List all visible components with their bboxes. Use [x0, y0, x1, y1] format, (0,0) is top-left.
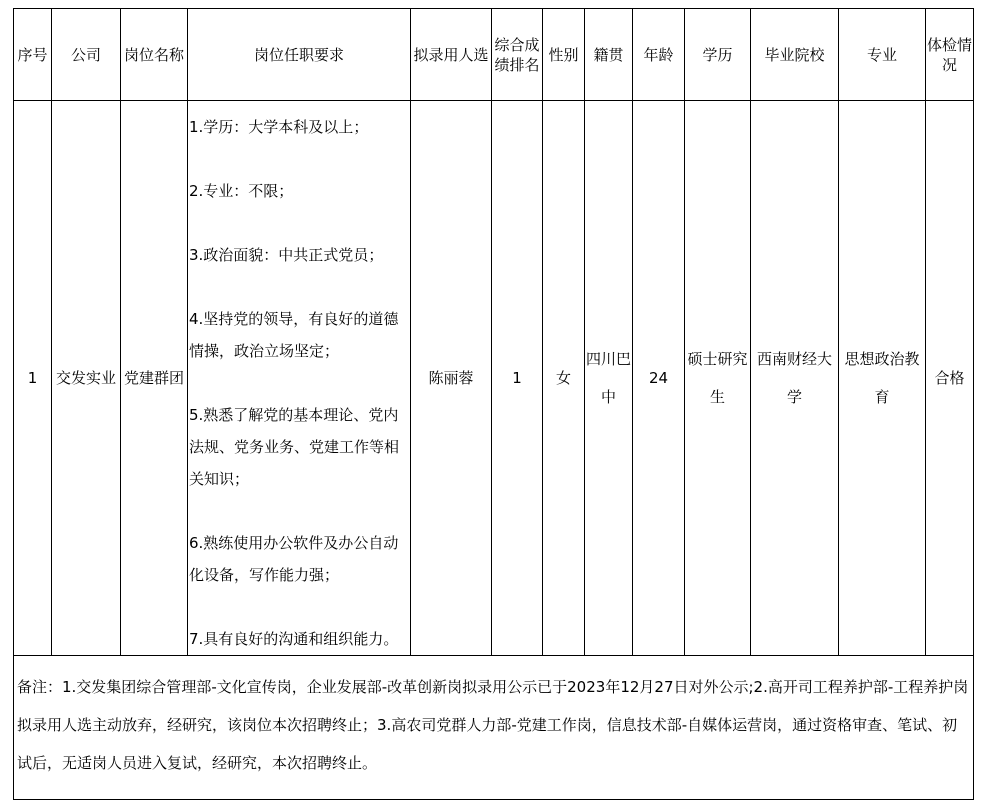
requirement-item: 5.熟悉了解党的基本理论、党内法规、党务业务、党建工作等相关知识； — [189, 406, 400, 488]
table-row — [14, 101, 974, 656]
header-origin: 籍贯 — [585, 9, 633, 101]
cell-seq: 1 — [14, 101, 52, 656]
header-candidate: 拟录用人选 — [411, 9, 492, 101]
cell-ranking: 1 — [492, 101, 543, 656]
cell-major: 思想政治教育 — [839, 101, 926, 656]
requirement-item: 6.熟练使用办公软件及办公自动化设备，写作能力强； — [189, 534, 399, 584]
cell-gender: 女 — [543, 101, 585, 656]
cell-requirements — [188, 101, 411, 656]
cell-age: 24 — [633, 101, 685, 656]
cell-company: 交发实业 — [52, 101, 121, 656]
remark-text: 备注：1.交发集团综合管理部-文化宣传岗，企业发展部-改革创新岗拟录用公示已于2023年12月27日对外公示;2.高开司工程养护部-工程养护岗拟录用人选主动放弃，经研究，该岗位本次招聘终止；3.高农司党群人力部-党建工作岗，信息技术部-自媒体运营岗，通过资格审查、笔试、初试后，无适岗人员进入复试，经研究，本次招聘终止。 — [14, 656, 974, 800]
cell-school: 西南财经大学 — [751, 101, 839, 656]
header-ranking: 综合成绩排名 — [492, 9, 543, 101]
header-education: 学历 — [685, 9, 751, 101]
requirement-item: 2.专业：不限； — [189, 182, 294, 200]
header-school: 毕业院校 — [751, 9, 839, 101]
header-seq: 序号 — [14, 9, 52, 101]
requirement-item: 1.学历：大学本科及以上； — [189, 118, 369, 136]
header-major: 专业 — [839, 9, 926, 101]
requirement-item: 4.坚持党的领导，有良好的道德情操，政治立场坚定； — [189, 310, 399, 360]
header-company: 公司 — [52, 9, 121, 101]
header-row — [14, 9, 974, 101]
cell-physical: 合格 — [926, 101, 974, 656]
cell-position: 党建群团 — [121, 101, 188, 656]
cell-candidate: 陈丽蓉 — [411, 101, 492, 656]
header-age: 年龄 — [633, 9, 685, 101]
requirement-item: 3.政治面貌：中共正式党员； — [189, 246, 384, 264]
header-position: 岗位名称 — [121, 9, 188, 101]
header-gender: 性别 — [543, 9, 585, 101]
cell-origin: 四川巴中 — [585, 101, 633, 656]
header-requirements: 岗位任职要求 — [188, 9, 411, 101]
remark-row — [14, 656, 974, 800]
cell-education: 硕士研究生 — [685, 101, 751, 656]
recruitment-table — [13, 8, 974, 800]
requirement-item: 7.具有良好的沟通和组织能力。 — [189, 630, 399, 648]
header-physical: 体检情况 — [926, 9, 974, 101]
